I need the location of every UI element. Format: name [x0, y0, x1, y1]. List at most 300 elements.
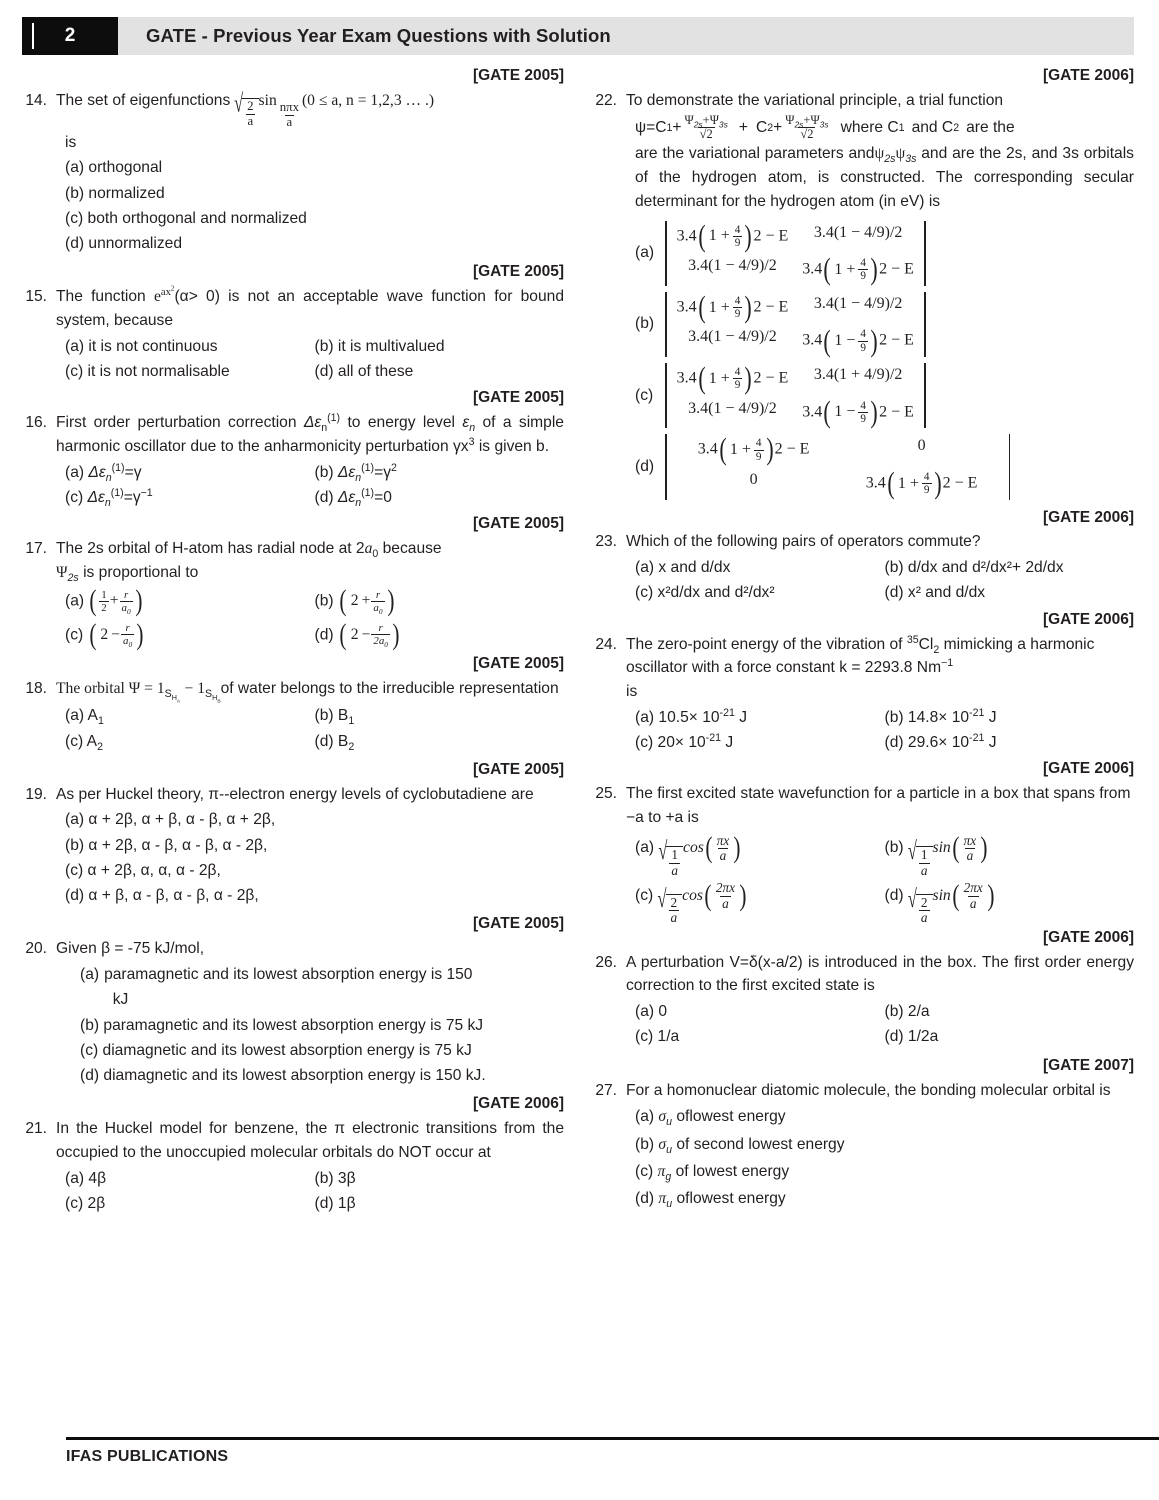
option-expr-sub: n: [105, 471, 112, 484]
option-exponent: -21: [969, 706, 985, 719]
sub-a: A: [176, 699, 181, 705]
question-number: 27.: [595, 1081, 617, 1099]
option-label: (a): [635, 839, 655, 857]
option-d[interactable]: (d) 1β: [314, 1194, 356, 1212]
header-title-bar: [118, 17, 1134, 55]
option-c[interactable]: (c) α + 2β, α, α, α - 2β,: [65, 861, 221, 879]
determinant-option-a[interactable]: [635, 218, 1134, 287]
option-b[interactable]: (b) α + 2β, α - β, α - β, α - 2β,: [65, 836, 268, 854]
question-stem: The first excited state wavefunction for a particle in a box that spans from −a to +a is: [626, 785, 1131, 826]
option-label: (d): [884, 887, 904, 905]
gamma-x-power: 3: [468, 435, 475, 448]
option-symbol-sub: 2: [348, 740, 355, 753]
option-label: (b): [884, 708, 904, 726]
frac-num: r: [378, 622, 383, 635]
option-expr-sub: n: [355, 471, 362, 484]
question-number: 14.: [25, 91, 47, 109]
trig-fn: cos: [682, 887, 703, 905]
option-d[interactable]: [635, 1185, 1134, 1212]
option-d[interactable]: (d) α + β, α - β, α - β, α - 2β,: [65, 887, 259, 905]
option-label: (b): [635, 315, 655, 333]
sin-operator: sin: [258, 91, 277, 109]
exam-tag: [GATE 2006]: [1042, 67, 1134, 84]
option-b[interactable]: [885, 555, 1135, 580]
psi-symbol: Ψ: [56, 563, 68, 581]
option-label: (c): [635, 887, 654, 905]
option-symbol-sub: 1: [348, 715, 355, 728]
option-d[interactable]: (d) 1/2a: [884, 1028, 939, 1046]
psi-2s: Ψ: [785, 112, 795, 127]
option-rhs-sup: −1: [140, 486, 153, 499]
question-stem-b: because: [382, 539, 442, 557]
question-number: 17.: [25, 539, 47, 557]
option-b[interactable]: (b) √ $\frac{1}{a}$ sin ( $\frac{\pi x}{a}$ ): [884, 832, 988, 878]
cell-r1c1: 3.4 ( 1 + $\frac{4}{9}$ ) 2 − E: [676, 289, 789, 324]
question-23-options: [635, 555, 1134, 606]
question-stem-a: The zero-point energy of the vibration of: [626, 635, 903, 653]
question-23: [592, 530, 1134, 554]
option-c[interactable]: [635, 730, 885, 755]
question-21: [22, 1117, 564, 1164]
option-label: (b): [635, 1135, 655, 1153]
cell-r2c2: 3.4 ( 1 − $\frac{4}{9}$ ) 2 − E: [802, 323, 914, 358]
radicand-den: a: [670, 910, 678, 926]
psi2s: ψ: [874, 145, 885, 163]
option-d[interactable]: (d) ( 2 − $\frac{r}{2a_0}$ ): [314, 618, 400, 651]
question-number: 19.: [25, 785, 47, 803]
option-symbol: A: [87, 707, 98, 725]
option-c[interactable]: [65, 729, 315, 754]
cell-r1c2: 3.4(1 − 4/9)/2: [813, 223, 903, 241]
frac-den-sub: 0: [126, 607, 131, 617]
option-c[interactable]: [65, 485, 315, 510]
option-text: x² and d/dx: [907, 584, 986, 602]
option-c[interactable]: (c) 1/a: [635, 1028, 680, 1046]
question-number: 23.: [595, 533, 617, 551]
question-stem-a: The 2s orbital of H-atom has radial node at 2: [56, 539, 365, 557]
bohr-radius-sub: 0: [372, 548, 379, 561]
option-symbol-sub: 2: [97, 740, 103, 753]
question-26-options: [635, 999, 1134, 1050]
orbital-symbol: π: [658, 1190, 667, 1208]
book-title: GATE - Previous Year Exam Questions with Solution: [146, 25, 611, 46]
option-b[interactable]: [315, 460, 565, 485]
question-27: [592, 1079, 1134, 1103]
question-stem-d: is given b.: [478, 437, 550, 455]
option-a[interactable]: [635, 1103, 1134, 1130]
sqrt-group: √ $\frac{2}{a}$: [234, 98, 258, 128]
option-a[interactable]: (a) α + 2β, α + β, α - β, α + 2β,: [65, 811, 276, 829]
question-14: [22, 89, 564, 129]
frac-den-sub: 0: [384, 640, 388, 650]
frac-den: a: [373, 602, 379, 615]
option-label: (a): [635, 559, 655, 577]
radicand-den: a: [671, 862, 679, 878]
question-18-options: [65, 703, 564, 754]
question-stem-a: To demonstrate the variational principle, a trial function: [626, 91, 1004, 109]
option-text: oflowest energy: [676, 1108, 786, 1126]
option-unit: J: [725, 733, 734, 751]
question-stem-a: The function: [56, 288, 146, 306]
exam-tag: [GATE 2006]: [1042, 508, 1134, 526]
question-number: 22.: [595, 91, 617, 109]
radicand-num: 2: [670, 894, 678, 910]
cell-r1c1: 3.4 ( 1 + $\frac{4}{9}$ ) 2 − E: [676, 218, 789, 253]
option-label: (d): [884, 733, 904, 751]
option-mantissa: 14.8× 10: [907, 708, 970, 726]
option-expr-sup: (1): [361, 486, 375, 499]
question-stem-c: is proportional to: [83, 563, 199, 581]
cell-r2c2: 3.4 ( 1 + $\frac{4}{9}$ ) 2 − E: [865, 466, 978, 501]
question-16-options: [65, 460, 564, 511]
option-label: (d): [635, 457, 655, 475]
option-d[interactable]: [885, 580, 1135, 605]
option-label: (d): [884, 584, 904, 602]
option-label: (b): [314, 463, 334, 481]
plus-sign-2: +: [773, 118, 783, 136]
arg-num: πx: [716, 832, 730, 848]
option-a[interactable]: (a) paramagnetic and its lowest absorption energy is 150 kJ: [80, 962, 564, 1013]
question-number: 18.: [25, 679, 47, 697]
domain-condition: (0 ≤ a, n = 1,2,3 … .): [301, 91, 435, 109]
radicand-num: 1: [671, 846, 679, 862]
two-column-body: [22, 66, 1134, 1216]
arg-num: 2πx: [715, 880, 735, 896]
option-unit: J: [988, 708, 997, 726]
option-rhs: =γ: [123, 488, 141, 506]
cell-r2c2: 3.4 ( 1 − $\frac{4}{9}$ ) 2 − E: [802, 394, 914, 429]
question-17-options: [65, 585, 564, 651]
sub-s: S: [164, 687, 172, 700]
option-b[interactable]: [635, 1131, 1134, 1158]
arg-denominator: a: [286, 114, 293, 129]
delta-eps-sub: n: [321, 422, 328, 435]
psi-3s-sub: 3s: [819, 119, 829, 130]
cell-r2c1: 3.4(1 − 4/9)/2: [688, 399, 777, 417]
option-label: (c): [65, 732, 84, 750]
option-a[interactable]: [65, 460, 315, 485]
option-c[interactable]: (c) 2β: [65, 1194, 106, 1212]
exam-tag: [GATE 2006]: [472, 1095, 564, 1113]
question-25: [592, 782, 1134, 829]
question-stem: A perturbation V=δ(x-a/2) is introduced in the box. The first order energy correction to the first excited state is: [626, 953, 1134, 995]
stem-and-c: and C: [911, 118, 954, 136]
psi2s-sub: 2s: [884, 153, 896, 166]
exam-tag: [GATE 2005]: [472, 654, 564, 672]
option-rhs: =0: [374, 488, 392, 506]
question-14-continuation: [65, 130, 564, 256]
sqrt-denominator: a: [247, 114, 254, 129]
question-stem-b: of water belongs to the irreducible representation: [220, 679, 559, 697]
option-b[interactable]: (b) normalized: [65, 184, 165, 202]
psi-3s-sub: 3s: [718, 119, 728, 130]
option-c[interactable]: (c) √ $\frac{2}{a}$ cos ( $\frac{2\pi x}{a}$ ): [635, 880, 747, 926]
element-count: 2: [933, 643, 940, 656]
footer-divider: [66, 1437, 1159, 1440]
option-d[interactable]: [315, 729, 565, 754]
bohr-radius: a: [364, 539, 373, 557]
determinant-bar-right: [924, 292, 926, 357]
option-rhs: =γ: [124, 463, 142, 481]
option-text: x²d/dx and d²/dx²: [657, 584, 775, 602]
question-stem: Given β = -75 kJ/mol,: [56, 940, 205, 958]
determinant-option-c[interactable]: [635, 363, 1134, 428]
unit-power: −1: [941, 657, 954, 670]
psi-sub: 2s: [67, 571, 79, 584]
option-c[interactable]: (c) it is not normalisable: [65, 362, 230, 380]
option-exponent: -21: [969, 731, 985, 744]
option-mantissa: 10.5× 10: [658, 708, 720, 726]
stem-variational-params: are the variational parameters and: [635, 145, 875, 163]
question-27-options: [635, 1103, 1134, 1212]
question-number: 25.: [595, 785, 617, 803]
radicand-num: 1: [920, 846, 928, 862]
option-b[interactable]: (b) 2/a: [884, 1003, 930, 1021]
option-label: (d): [314, 732, 334, 750]
option-a[interactable]: (a) it is not continuous: [65, 337, 218, 355]
option-text: of second lowest energy: [676, 1135, 845, 1153]
leading-term: 2: [350, 592, 359, 610]
stem-continuation: is: [626, 682, 638, 700]
option-label: (c): [635, 733, 654, 751]
option-a[interactable]: [65, 703, 315, 728]
operator: −: [111, 625, 120, 643]
element-symbol: Cl: [918, 635, 934, 653]
option-label: (b): [314, 592, 334, 610]
frac-den: a: [121, 602, 127, 615]
half-den: 2: [101, 602, 107, 615]
option-label: (a): [65, 463, 85, 481]
option-label: (c): [635, 386, 654, 404]
question-20: [22, 937, 564, 961]
cell-r1c1: 3.4 ( 1 + $\frac{4}{9}$ ) 2 − E: [676, 361, 789, 396]
frac-num: r: [375, 589, 381, 602]
option-d[interactable]: [315, 485, 565, 510]
option-b[interactable]: [885, 705, 1135, 730]
option-a[interactable]: (a) √ $\frac{1}{a}$ cos ( $\frac{\pi x}{a}$ ): [635, 832, 741, 878]
orbital-sub: g: [665, 1170, 672, 1183]
option-d[interactable]: [885, 730, 1135, 755]
option-label: (a): [65, 592, 85, 610]
arg-den: a: [722, 896, 729, 912]
exam-tag: [GATE 2005]: [472, 263, 564, 281]
question-24: [592, 633, 1134, 704]
epsilon-n-sub: n: [469, 422, 476, 435]
option-c[interactable]: (c) ( 2 − $\frac{r}{a_0}$ ): [65, 618, 144, 651]
page-header: [22, 17, 1134, 55]
option-text: oflowest energy: [676, 1190, 786, 1208]
orbital-symbol: σ: [658, 1108, 667, 1126]
exp-power-2: 2: [170, 284, 175, 293]
operator: +: [361, 592, 371, 610]
option-symbol: B: [337, 707, 349, 725]
cell-r2c1: 0: [749, 470, 758, 488]
option-label: (a): [65, 707, 85, 725]
option-expr: Δε: [88, 463, 106, 481]
sub-b: B: [217, 699, 221, 705]
operator: +: [109, 592, 119, 610]
orbital-symbol: π: [657, 1162, 666, 1180]
right-column: [592, 66, 1134, 1216]
footer-publisher: IFAS PUBLICATIONS: [66, 1448, 229, 1465]
radicand-den: a: [920, 862, 928, 878]
question-stem-b: to energy level: [347, 414, 455, 432]
question-stem: Which of the following pairs of operators commute?: [626, 533, 981, 551]
question-19-options: [65, 807, 564, 908]
sub-s: S: [205, 687, 213, 700]
question-25-options: [635, 830, 1134, 925]
option-b[interactable]: (b) paramagnetic and its lowest absorption energy is 75 kJ: [80, 1016, 484, 1034]
cell-r1c1: 3.4 ( 1 + $\frac{4}{9}$ ) 2 − E: [697, 432, 810, 467]
option-mantissa: 20× 10: [657, 733, 706, 751]
leading-term: 2: [100, 625, 109, 643]
exp-power: ax: [160, 287, 171, 299]
option-label: (d): [314, 488, 334, 506]
exam-tag: [GATE 2006]: [1042, 760, 1134, 778]
frac-num: r: [123, 589, 129, 602]
c2: C: [755, 118, 768, 136]
question-20-options: [80, 962, 564, 1088]
option-c[interactable]: [635, 1158, 1134, 1185]
left-column: [22, 66, 564, 1216]
question-21-options: [65, 1166, 564, 1217]
mid-plus: +: [738, 118, 748, 136]
option-label: (b): [884, 839, 904, 857]
option-c[interactable]: (c) both orthogonal and normalized: [65, 209, 307, 227]
question-number: 16.: [25, 414, 47, 432]
determinant-option-d[interactable]: [635, 434, 1134, 499]
option-expr: Δε: [87, 488, 105, 506]
option-b[interactable]: (b) 3β: [314, 1169, 356, 1187]
sub-h: H: [212, 692, 218, 702]
cell-r2c1: 3.4(1 − 4/9)/2: [688, 257, 777, 275]
option-d[interactable]: (d) √ $\frac{2}{a}$ sin ( $\frac{2\pi x}{a}$ ): [884, 880, 995, 926]
plus-sign: +: [672, 118, 682, 136]
frac-den-sub: 0: [378, 607, 383, 617]
option-label: (a): [635, 244, 655, 262]
isotope-mass: 35: [906, 633, 919, 646]
determinant-bar-right: [924, 363, 926, 428]
stem-e: and are the 2s, and 3s orbitals of the hydrogen atom, is constructed. The corresponding secular determinant for the hydrogen atom (in eV) is: [635, 145, 1134, 211]
exam-tag: [GATE 2005]: [472, 915, 564, 933]
option-b[interactable]: (b) ( 2 + $\frac{r}{a_0}$ ): [314, 585, 395, 618]
option-exponent: -21: [719, 706, 735, 719]
option-a[interactable]: [635, 555, 885, 580]
radicand-num: 2: [920, 894, 928, 910]
orbital-symbol: σ: [658, 1135, 667, 1153]
question-number: 26.: [595, 953, 617, 971]
arg-num: πx: [963, 832, 977, 848]
option-b[interactable]: (b) it is multivalued: [314, 337, 445, 355]
question-26: [592, 951, 1134, 998]
question-stem: In the Huckel model for benzene, the π electronic transitions from the occupied to the unoccupied molecular orbitals do NOT occur at: [56, 1120, 564, 1161]
alpha-condition: (α> 0): [174, 288, 220, 306]
stem-where-c: where C: [840, 118, 899, 136]
arg-numerator: nπx: [279, 100, 299, 115]
option-label: (c): [635, 1162, 654, 1180]
delta-eps-sup: (1): [327, 411, 341, 424]
question-19: [22, 783, 564, 807]
psi-3s: +Ψ: [803, 112, 820, 127]
orbital-expression: The orbital Ψ = 1: [56, 679, 165, 697]
psi3s-sub: 3s: [905, 153, 917, 166]
question-number: 15.: [25, 288, 47, 306]
question-number: 21.: [25, 1120, 47, 1138]
option-expr-sup: (1): [111, 461, 125, 474]
option-label: (b): [884, 559, 904, 577]
leading-term: 2: [350, 625, 359, 643]
option-a[interactable]: [635, 705, 885, 730]
determinant-option-b[interactable]: [635, 289, 1134, 358]
option-text: of lowest energy: [675, 1162, 790, 1180]
frac-den: a: [123, 635, 129, 648]
cell-r1c2: 0: [917, 437, 926, 455]
stem-continuation: is: [65, 134, 77, 152]
option-d[interactable]: (d) unnormalized: [65, 235, 183, 253]
option-a[interactable]: (a) 4β: [65, 1169, 107, 1187]
arg-num: 2πx: [963, 880, 983, 896]
question-15-options: [65, 334, 564, 385]
exam-tag: [GATE 2005]: [472, 515, 564, 533]
frac-num: r: [125, 622, 130, 635]
delta-eps: Δε: [303, 414, 322, 432]
option-label: (d): [635, 1190, 655, 1208]
option-c[interactable]: (c) diamagnetic and its lowest absorption energy is 75 kJ: [80, 1041, 472, 1059]
option-unit: J: [988, 733, 997, 751]
option-unit: J: [739, 708, 747, 726]
psi-2s-sub: 2s: [794, 119, 804, 130]
option-a[interactable]: (a) 0: [635, 1003, 668, 1021]
option-symbol: A: [86, 732, 98, 750]
option-b[interactable]: [315, 703, 565, 728]
option-expr: Δε: [337, 463, 356, 481]
question-17: [22, 537, 564, 584]
question-stem-b: mimicking a harmonic oscillator with a force constant k = 2293.8 Nm: [626, 635, 1095, 677]
sqrt-two: √2: [800, 127, 814, 142]
exp-base: e: [153, 288, 161, 306]
sub-h: H: [171, 692, 177, 702]
exam-tag: [GATE 2007]: [1042, 1056, 1134, 1074]
option-c[interactable]: [635, 580, 885, 605]
cell-r1c2: 3.4(1 + 4/9)/2: [813, 366, 903, 384]
exam-tag: [GATE 2006]: [1042, 928, 1134, 946]
option-mantissa: 29.6× 10: [907, 733, 970, 751]
page-number: 2: [64, 25, 76, 46]
arg-den: a: [969, 896, 977, 912]
question-stem: The set of eigenfunctions: [56, 91, 231, 109]
trig-fn: sin: [932, 839, 951, 857]
question-24-options: [635, 705, 1134, 756]
option-d[interactable]: (d) diamagnetic and its lowest absorption energy is 150 kJ.: [80, 1067, 486, 1085]
question-22: [592, 89, 1134, 113]
question-stem: For a homonuclear diatomic molecule, the bonding molecular orbital is: [626, 1081, 1111, 1099]
orbital-sub: u: [666, 1198, 673, 1211]
radicand-den: a: [920, 910, 928, 926]
orbital-sub: u: [666, 1143, 673, 1156]
psi3s: ψ: [895, 145, 906, 163]
page-number-badge: [22, 17, 118, 55]
option-a[interactable]: (a) ( $\frac{1}{2}$ + $\frac{r}{a_0}$ ): [65, 585, 143, 618]
operator: −: [361, 625, 371, 643]
option-a[interactable]: (a) orthogonal: [65, 159, 163, 177]
determinant-bar-right: [1009, 434, 1011, 499]
option-d[interactable]: (d) all of these: [314, 362, 414, 380]
option-rhs: =γ: [374, 463, 391, 481]
frac-den-sub: 0: [128, 640, 133, 650]
orbital-sub: u: [666, 1116, 673, 1129]
option-text: paramagnetic and its lowest absorption energy is 150 kJ: [104, 966, 473, 1009]
option-expr-sup: (1): [361, 461, 375, 474]
